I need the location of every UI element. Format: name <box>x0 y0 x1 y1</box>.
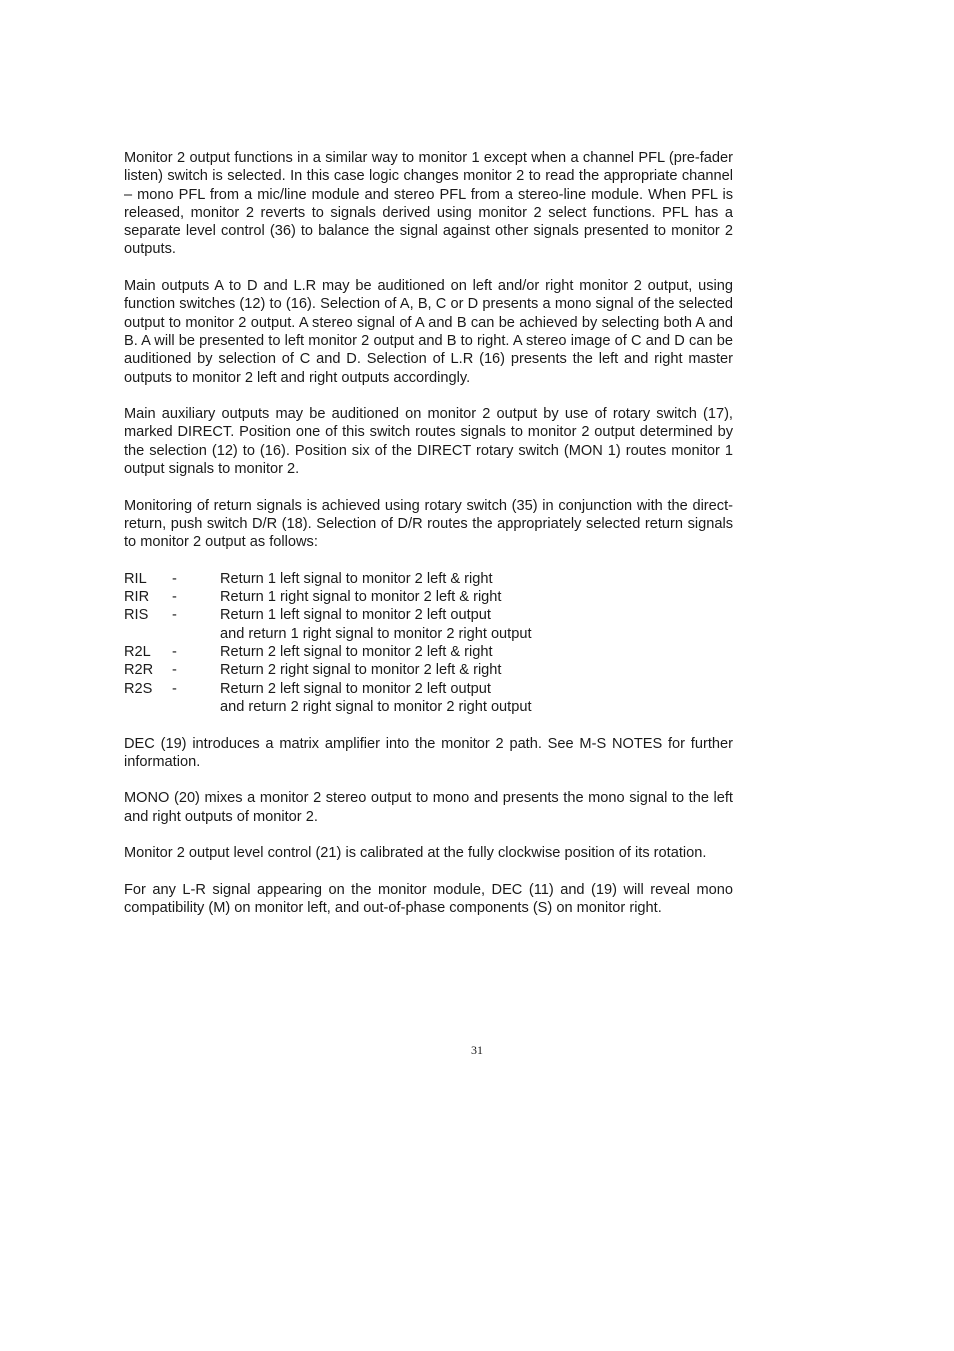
list-item <box>124 570 733 588</box>
return-description <box>220 588 733 606</box>
return-description <box>220 680 733 717</box>
paragraph-aux-outputs: Main auxiliary outputs may be auditioned on monitor 2 output by use of rotary switch (17), marked DIRECT. Position one of this switch routes signals to monitor 2 output determined by the selection (12) to (16). Position six of the DIRECT rotary switch (MON 1) routes monitor 1 output signals to monitor 2. <box>124 406 733 478</box>
return-dash: - <box>172 662 177 679</box>
return-dash: - <box>172 589 177 606</box>
return-description-line: Return 2 left signal to monitor 2 left & right <box>220 644 493 661</box>
return-dash: - <box>172 644 177 661</box>
paragraph-level-control: Monitor 2 output level control (21) is calibrated at the fully clockwise position of its rotation. <box>124 845 707 862</box>
return-code: RIS <box>124 607 149 624</box>
paragraph-dec: DEC (19) introduces a matrix amplifier into the monitor 2 path. See M-S NOTES for further information. <box>124 735 733 770</box>
return-description <box>220 570 733 588</box>
return-description <box>220 606 733 643</box>
return-dash: - <box>172 680 177 697</box>
list-item <box>124 588 733 606</box>
return-description-line: and return 2 right signal to monitor 2 right output <box>220 698 532 715</box>
return-description-line: Return 1 right signal to monitor 2 left & right <box>220 589 502 606</box>
return-signal-list <box>124 570 733 716</box>
return-dash: - <box>172 570 177 587</box>
paragraph-pfl: Monitor 2 output functions in a similar way to monitor 1 except when a channel PFL (pre-fader listen) switch is selected. In this case logic changes monitor 2 to read the appropriate channel – mono PFL from a mic/line module and stereo PFL from a stereo-line module. When PFL is released, monitor 2 reverts to signals derived using monitor 2 select functions. PFL has a separate level control (36) to balance the signal against other signals presented to monitor 2 outputs. <box>124 150 733 258</box>
return-code: R2R <box>124 662 154 679</box>
return-description <box>220 661 733 679</box>
return-description-line: Return 1 left signal to monitor 2 left output <box>220 607 491 624</box>
return-dash: - <box>172 607 177 624</box>
paragraph-mono: MONO (20) mixes a monitor 2 stereo output to mono and presents the mono signal to the left and right outputs of monitor 2. <box>124 790 733 825</box>
return-description <box>220 643 733 661</box>
return-code: RIR <box>124 589 150 606</box>
list-item <box>124 606 733 643</box>
list-item <box>124 643 733 661</box>
return-code: R2S <box>124 680 153 697</box>
list-item <box>124 680 733 717</box>
document-body <box>124 149 733 936</box>
return-description-line: Return 2 left signal to monitor 2 left output <box>220 680 491 697</box>
paragraph-lr-signal: For any L-R signal appearing on the monitor module, DEC (11) and (19) will reveal mono compatibility (M) on monitor left, and out-of-phase components (S) on monitor right. <box>124 881 733 917</box>
return-description-line: and return 1 right signal to monitor 2 right output <box>220 625 532 642</box>
return-description-line: Return 1 left signal to monitor 2 left & right <box>220 570 493 587</box>
return-code: R2L <box>124 644 151 661</box>
page-number: 31 <box>471 1043 483 1057</box>
list-item <box>124 661 733 679</box>
paragraph-main-outputs: Main outputs A to D and L.R may be auditioned on left and/or right monitor 2 output, using function switches (12) to (16). Selection of A, B, C or D presents a mono signal of the selected output to monitor 2 output. A stereo signal of A and B can be achieved by selecting both A and B. A will be presented to left monitor 2 output and B to right. A stereo image of C and D can be auditioned by selection of C and D. Selection of L.R (16) presents the left and right master outputs to monitor 2 left and right outputs accordingly. <box>124 278 733 386</box>
return-description-line: Return 2 right signal to monitor 2 left & right <box>220 662 502 679</box>
paragraph-return-signals: Monitoring of return signals is achieved using rotary switch (35) in conjunction with the direct-return, push switch D/R (18). Selection of D/R routes the appropriately selected return signals to monitor 2 output as follows: <box>124 497 733 551</box>
return-code: RIL <box>124 570 147 587</box>
